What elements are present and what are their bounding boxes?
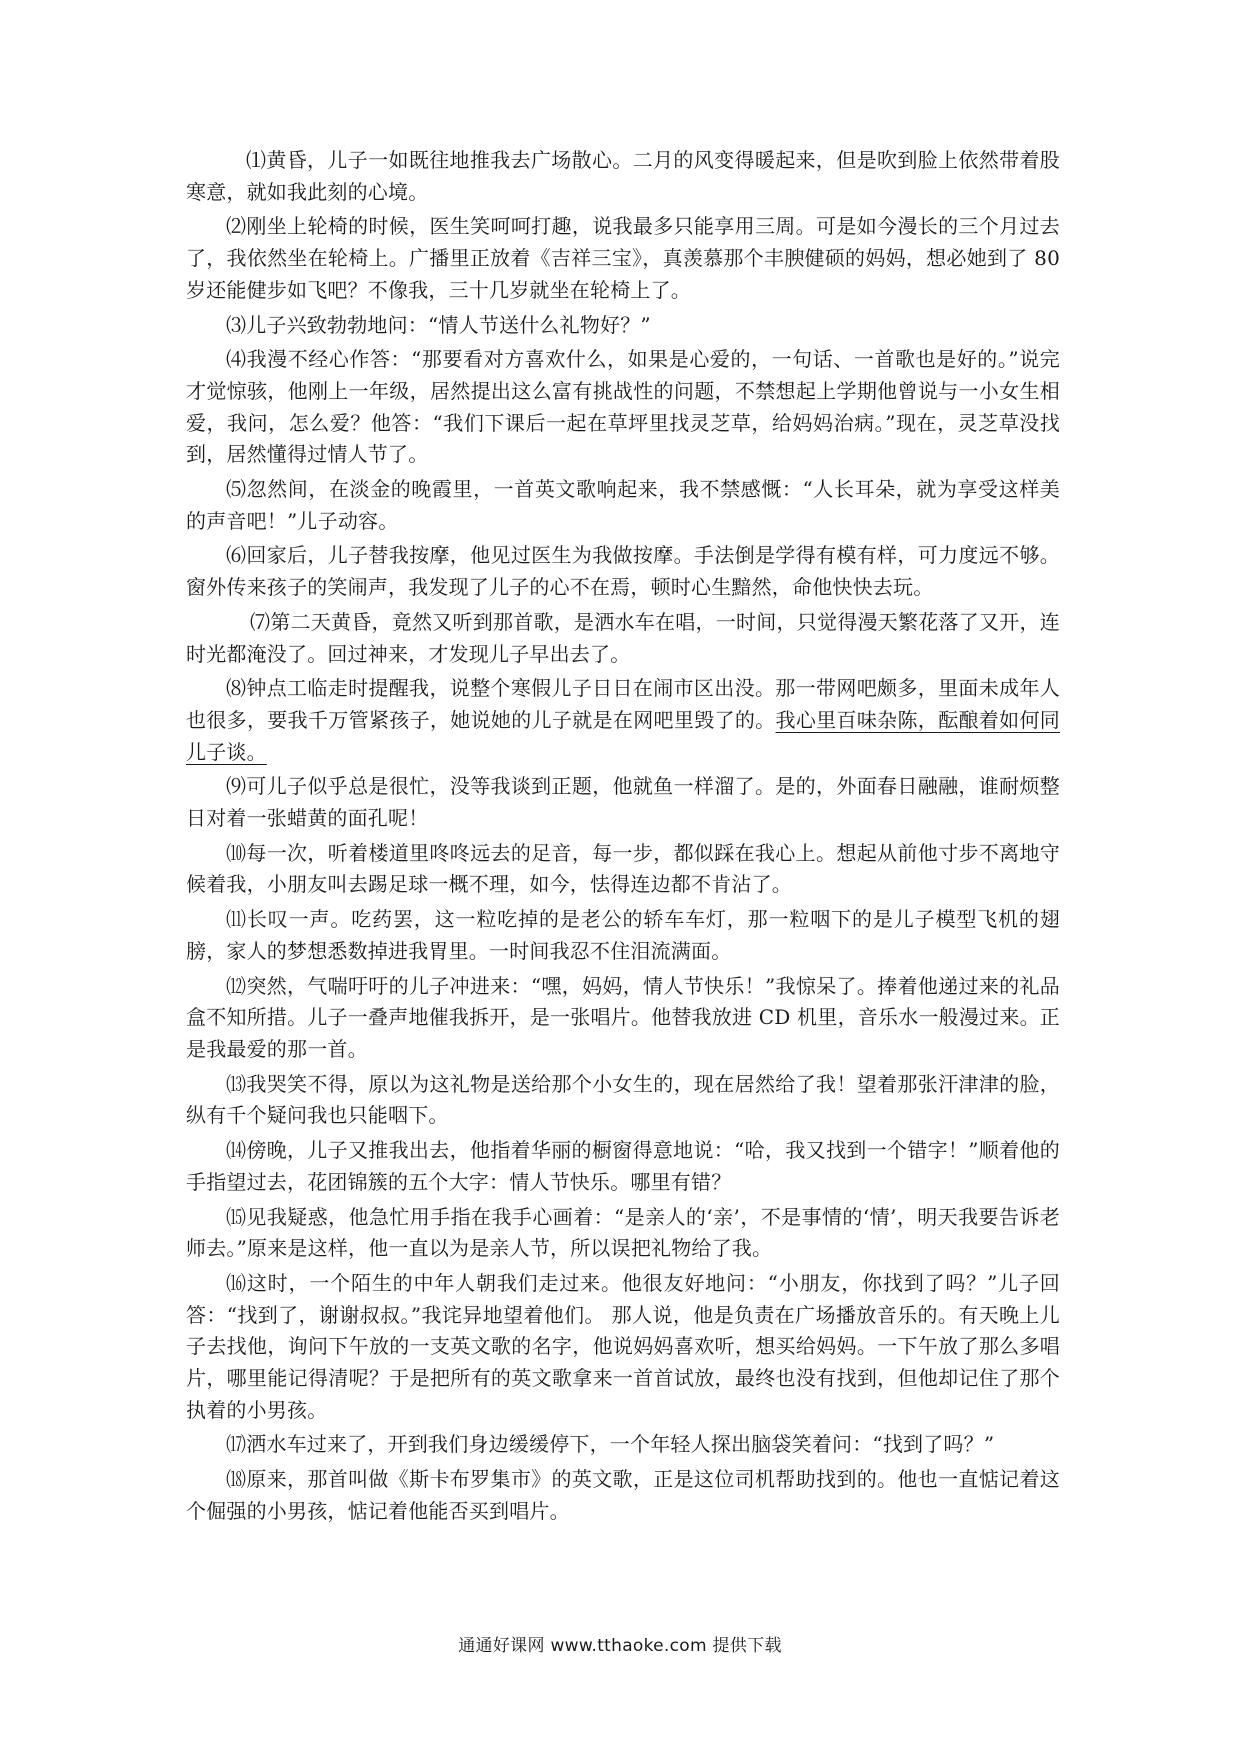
page-footer: 通通好课网 www.tthaoke.com 提供下载 xyxy=(458,1636,782,1656)
paragraph-2: ⑵刚坐上轮椅的时候，医生笑呵呵打趣，说我最多只能享用三周。可是如今漫长的三个月过去了，我依然坐在轮椅上。广播里正放着《吉祥三宝》，真羡慕那个丰腴健硕的妈妈，想必她到了 80 岁还能健步如飞吧？不像我，三十几岁就坐在轮椅上了。 xyxy=(186,214,1060,302)
paragraph-3: ⑶儿子兴致勃勃地问：“情人节送什么礼物好？” xyxy=(226,312,651,337)
paragraph-6: ⑹回家后，儿子替我按摩，他见过医生为我做按摩。手法倒是学得有模有样，可力度远不够。窗外传来孩子的笑闹声，我发现了儿子的心不在焉，顿时心生黯然，命他快快去玩。 xyxy=(186,543,1060,600)
paragraph-13: ⒀我哭笑不得，原以为这礼物是送给那个小女生的，现在居然给了我！望着那张汗津津的脸，纵有千个疑问我也只能咽下。 xyxy=(186,1071,1060,1128)
paragraph-8-text: ⑻钟点工临走时提醒我，说整个寒假儿子日日在闹市区出没。那一带网吧颇多，里面未成年人也很多，要我千万管紧孩子，她说她的儿子就是在网吧里毁了的。 xyxy=(186,676,1060,732)
paragraph-11: ⑾长叹一声。吃药罢，这一粒吃掉的是老公的轿车车灯，那一粒咽下的是儿子模型飞机的翅膀，家人的梦想悉数掉进我胃里。一时间我忍不住泪流满面。 xyxy=(186,907,1060,963)
underlined-sentence: 我心里百味杂陈，酝酿着如何同儿子谈。 xyxy=(186,707,1060,764)
paragraph-1: ⑴黄昏，儿子一如既往地推我去广场散心。二月的风变得暖起来，但是吹到脸上依然带着股寒意，就如我此刻的心境。 xyxy=(186,148,1060,204)
article-body xyxy=(186,145,1060,1531)
paragraph-4: ⑷我漫不经心作答：“那要看对方喜欢什么，如果是心爱的，一句话、一首歌也是好的。”说完才觉惊骇，他刚上一年级，居然提出这么富有挑战性的问题，不禁想起上学期他曾说与一小女生相爱，我问，怎么爱？他答：“我们下课后一起在草坪里找灵芝草，给妈妈治病。”现在，灵芝草没找到，居然懂得过情人节了。 xyxy=(186,347,1060,467)
paragraph-15: ⒂见我疑惑，他急忙用手指在我手心画着：“是亲人的‘亲’，不是事情的‘情’，明天我要告诉老师去。”原来是这样，他一直以为是亲人节，所以误把礼物给了我。 xyxy=(186,1204,1060,1261)
paragraph-14: ⒁傍晚，儿子又推我出去，他指着华丽的橱窗得意地说：“哈，我又找到一个错字！”顺着他的手指望过去，花团锦簇的五个大字：情人节快乐。哪里有错？ xyxy=(186,1138,1060,1194)
paragraph-16: ⒃这时，一个陌生的中年人朝我们走过来。他很友好地问：“小朋友，你找到了吗？”儿子回答：“找到了，谢谢叔叔。”我诧异地望着他们。 那人说，他是负责在广场播放音乐的。有天晚上儿子去找他，询问下午放的一支英文歌的名字，他说妈妈喜欢听，想买给妈妈。一下午放了那么多唱片，哪里能记得清呢？于是把所有的英文歌拿来一首首试放，最终也没有找到，但他却记住了那个执着的小男孩。 xyxy=(186,1270,1060,1422)
paragraph-8 xyxy=(186,673,1060,768)
paragraph-17: ⒄洒水车过来了，开到我们身边缓缓停下，一个年轻人探出脑袋笑着问：“找到了吗？” xyxy=(226,1432,995,1457)
paragraph-9: ⑼可儿子似乎总是很忙，没等我谈到正题，他就鱼一样溜了。是的，外面春日融融，谁耐烦整日对着一张蜡黄的面孔呢！ xyxy=(186,774,1060,831)
paragraph-7: ⑺第二天黄昏，竟然又听到那首歌，是洒水车在唱，一时间，只觉得漫天繁花落了又开，连时光都淹没了。回过神来，才发现儿子早出去了。 xyxy=(186,609,1060,666)
paragraph-5: ⑸忽然间，在淡金的晚霞里，一首英文歌响起来，我不禁感慨：“人长耳朵，就为享受这样美的声音吧！”儿子动容。 xyxy=(186,477,1060,533)
paragraph-12: ⑿突然，气喘吁吁的儿子冲进来：“嘿，妈妈，情人节快乐！”我惊呆了。捧着他递过来的礼品盒不知所措。儿子一叠声地催我拆开，是一张唱片。他替我放进 CD 机里，音乐水一般漫过来。正是我最爱的那一首。 xyxy=(186,973,1060,1061)
paragraph-18: ⒅原来，那首叫做《斯卡布罗集市》的英文歌，正是这位司机帮助找到的。他也一直惦记着这个倔强的小男孩，惦记着他能否买到唱片。 xyxy=(186,1467,1060,1523)
paragraph-10: ⑽每一次，听着楼道里咚咚远去的足音，每一步，都似踩在我心上。想起从前他寸步不离地守候着我，小朋友叫去踢足球一概不理，如今，怯得连边都不肯沾了。 xyxy=(186,840,1060,897)
